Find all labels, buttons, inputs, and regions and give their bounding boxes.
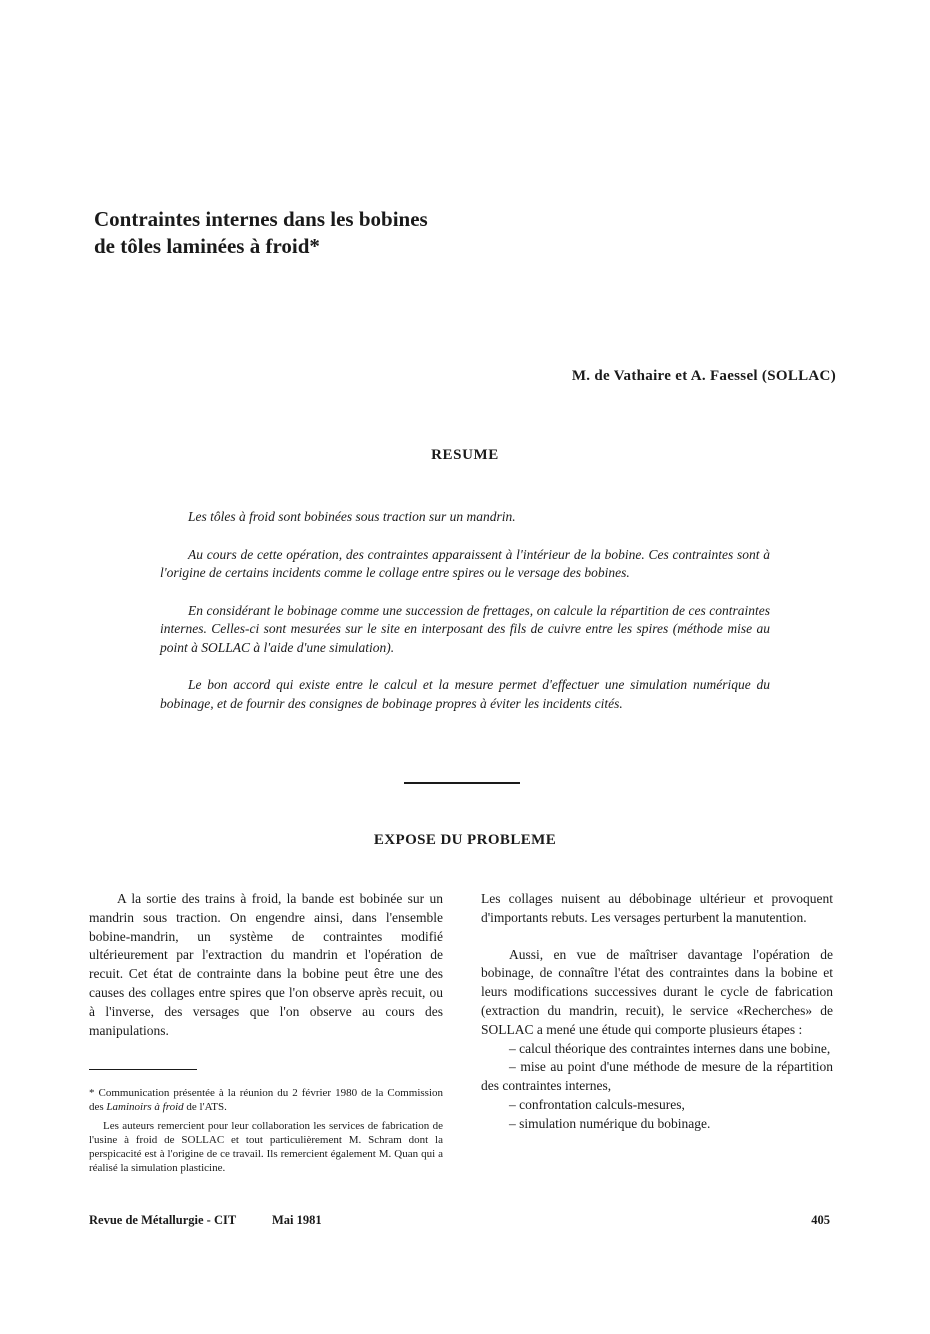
body-paragraph: Aussi, en vue de maîtriser davantage l'opération de bobinage, de connaître l'état des contraintes dans la bobine et leurs modifications successives durant le cycle de fabrication (extraction du mandrin, recuit), le service «Recherches» de SOLLAC a mené une étude qui comporte plusieurs étapes :: [481, 946, 833, 1037]
footnotes: [89, 1086, 443, 1180]
step-item: – mise au point d'une méthode de mesure de la répartition des contraintes internes,: [481, 1059, 833, 1094]
journal-name: Revue de Métallurgie - CIT: [89, 1213, 237, 1227]
step-item: – confrontation calculs-mesures,: [509, 1096, 685, 1112]
footnote-2: Les auteurs remercient pour leur collaboration les services de fabrication de l'usine à froid de SOLLAC et tout particulièrement M. Schram dont la perspicacité est à l'origine de ce travail. Ils remercient également M. Quan qui a réalisé la simulation plasticine.: [89, 1120, 443, 1174]
body-paragraph: Les collages nuisent au débobinage ultérieur et provoquent d'importants rebuts. Les versages perturbent la manutention.: [481, 891, 833, 925]
abstract-paragraph: En considérant le bobinage comme une succession de frettages, on calcule la répartition de ces contraintes internes. Celles-ci sont mesurées sur le site en interposant des fils de cuivre entre les spires (méthode mise au point à SOLLAC à l'aide d'une simulation).: [160, 602, 770, 655]
footnote-1-end: de l'ATS.: [183, 1101, 227, 1113]
body-paragraph: A la sortie des trains à froid, la bande est bobinée sur un mandrin sous traction. On engendre ainsi, dans l'ensemble bobine-mandrin, un système de contraintes modifié ultérieurement par l'extraction du mandrin et l'opération de recuit. Cet état de contrainte dans la bobine peut être une des causes des collages entre spires que l'on observe après recuit, ou à l'inverse, des versages que l'on observe au cours des manipulations.: [89, 891, 443, 1038]
article-title: [94, 206, 614, 260]
abstract: [160, 508, 770, 732]
page-number: 405: [811, 1213, 830, 1227]
footnote-rule: [89, 1069, 197, 1070]
title-line-2: de tôles laminées à froid*: [94, 234, 320, 258]
expose-heading: EXPOSE DU PROBLEME: [373, 832, 557, 848]
footnote-1-commission: Laminoirs à froid: [106, 1101, 184, 1113]
resume-heading: RESUME: [431, 447, 499, 463]
section-divider: [404, 782, 520, 784]
authors: M. de Vathaire et A. Faessel (SOLLAC): [571, 368, 836, 384]
left-column: [89, 890, 443, 1040]
step-item: – simulation numérique du bobinage.: [509, 1115, 711, 1131]
abstract-paragraph: Les tôles à froid sont bobinées sous traction sur un mandrin.: [188, 509, 516, 524]
abstract-paragraph: Le bon accord qui existe entre le calcul et la mesure permet d'effectuer une simulation numérique du bobinage, et de fournir des consignes de bobinage propres à éviter les incidents cités.: [160, 677, 770, 711]
right-column: [481, 890, 833, 1134]
abstract-paragraph: Au cours de cette opération, des contraintes apparaissent à l'intérieur de la bobine. Ces contraintes sont à l'origine de certains incidents comme le collage entre spires ou le versage des bobines.: [160, 546, 770, 580]
footnote-1-text: * Communication présentée à la réunion du 2 février 1980 de la Commission des: [89, 1087, 443, 1113]
footnote-1: [89, 1086, 443, 1114]
issue-date: Mai 1981: [272, 1213, 322, 1227]
step-item: – calcul théorique des contraintes internes dans une bobine,: [509, 1040, 831, 1056]
title-line-1: Contraintes internes dans les bobines: [94, 207, 428, 231]
